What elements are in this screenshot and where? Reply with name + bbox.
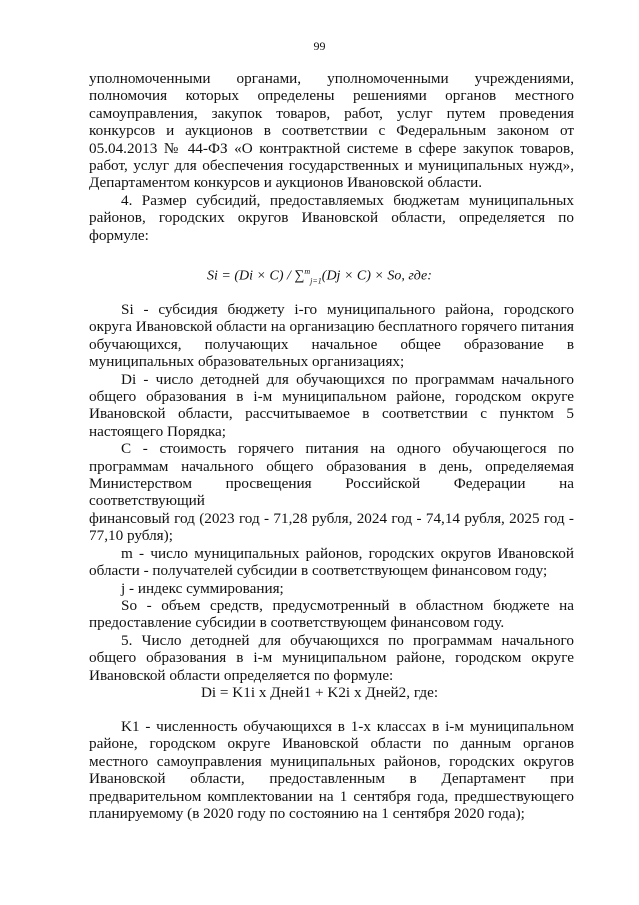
text-line: районов, городских округов Ивановской области, определяется по [89,209,574,227]
text-line: 77,10 рубля); [89,527,173,545]
formula-rhs: (Dj × C) × So, где: [321,268,432,284]
child-days-formula: Di = K1i x Дней1 + K2i x Дней2, где: [200,684,439,701]
text-line: общего образования в i-м муниципальном районе, городском округе [89,649,574,667]
text-line: 4. Размер субсидий, предоставляемых бюджетам муниципальных [121,191,574,209]
bottom-text-block [89,718,574,822]
text-line: муниципальных образовательных организациях; [89,353,405,371]
text-line: настоящего Порядка; [89,422,226,440]
text-line: программам начального общего образования в день, определяемая [89,457,574,475]
text-line: m - число муниципальных районов, городских округов Ивановской [121,544,574,562]
text-line: 05.04.2013 № 44-ФЗ «О контрактной системе в сфере закупок товаров, [89,139,574,157]
text-line: общего образования в i-м муниципальном районе, городском округе [89,388,574,406]
text-line: Di - число детодней для обучающихся по программам начального [121,370,574,388]
text-line: C - стоимость горячего питания на одного обучающегося по [121,440,574,458]
text-line: полномочия которых определены решениями органов местного [89,87,574,105]
text-line: самоуправления, закупок товаров, работ, услуг путем проведения [89,104,574,122]
text-line: формуле: [89,226,149,244]
definitions-block [89,301,574,684]
text-line: уполномоченными органами, уполномоченными учреждениями, [89,70,574,87]
text-line: финансовый год (2023 год - 71,28 рубля, 2024 год - 74,14 рубля, 2025 год - [89,509,574,527]
text-line: K1 - численность обучающихся в 1-х классах в i-м муниципальном [121,718,574,735]
text-line: Ивановской области, предоставленным в Департамент при [89,770,574,788]
text-line: Департаментом конкурсов и аукционов Ивановской области. [89,174,483,192]
text-line: предоставление субсидии в соответствующем финансовом году. [89,614,505,632]
text-line: Ивановской области определяется по формуле: [89,666,394,684]
text-line: Министерством просвещения Российской Федерации на соответствующий [89,475,574,510]
text-line: конкурсов и аукционов в соответствии с Федеральным законом от [89,122,574,140]
text-line: районе, городском округе Ивановской области по данным органов [89,735,574,753]
sum-symbol: ∑ [294,268,305,284]
sum-lower-limit: j=1 [310,276,322,286]
page-number: 99 [313,39,326,53]
text-line: планируемому (в 2020 году по состоянию на 1 сентября 2020 года); [89,805,525,823]
text-line: 5. Число детодней для обучающихся по программам начального [121,631,574,649]
sum-upper-limit: m [304,267,311,276]
text-line: работ, услуг для обеспечения государственных и муниципальных нужд», [89,157,574,175]
text-line: обучающихся, получающих начальное общее образование в [89,335,574,353]
text-line: j - индекс суммирования; [121,579,284,597]
text-line: округа Ивановской области на организацию бесплатного горячего питания [89,318,574,336]
text-line: области - получателей субсидии в соответствующем финансовом году; [89,562,548,580]
text-line: So - объем средств, предусмотренный в областном бюджете на [121,596,574,614]
text-line: предварительном комплектовании на 1 сентября года, предшествующего [89,787,574,805]
text-line: местного самоуправления муниципальных районов, городских округов [89,752,574,770]
text-line: Si - субсидия бюджету i-го муниципального района, городского [121,301,574,318]
text-line: Ивановской области, рассчитываемое в соответствии с пунктом 5 [89,405,574,423]
top-text-block [89,70,574,244]
subsidy-formula [0,263,639,290]
formula-lhs: Si = (Di × C) / [207,268,295,284]
